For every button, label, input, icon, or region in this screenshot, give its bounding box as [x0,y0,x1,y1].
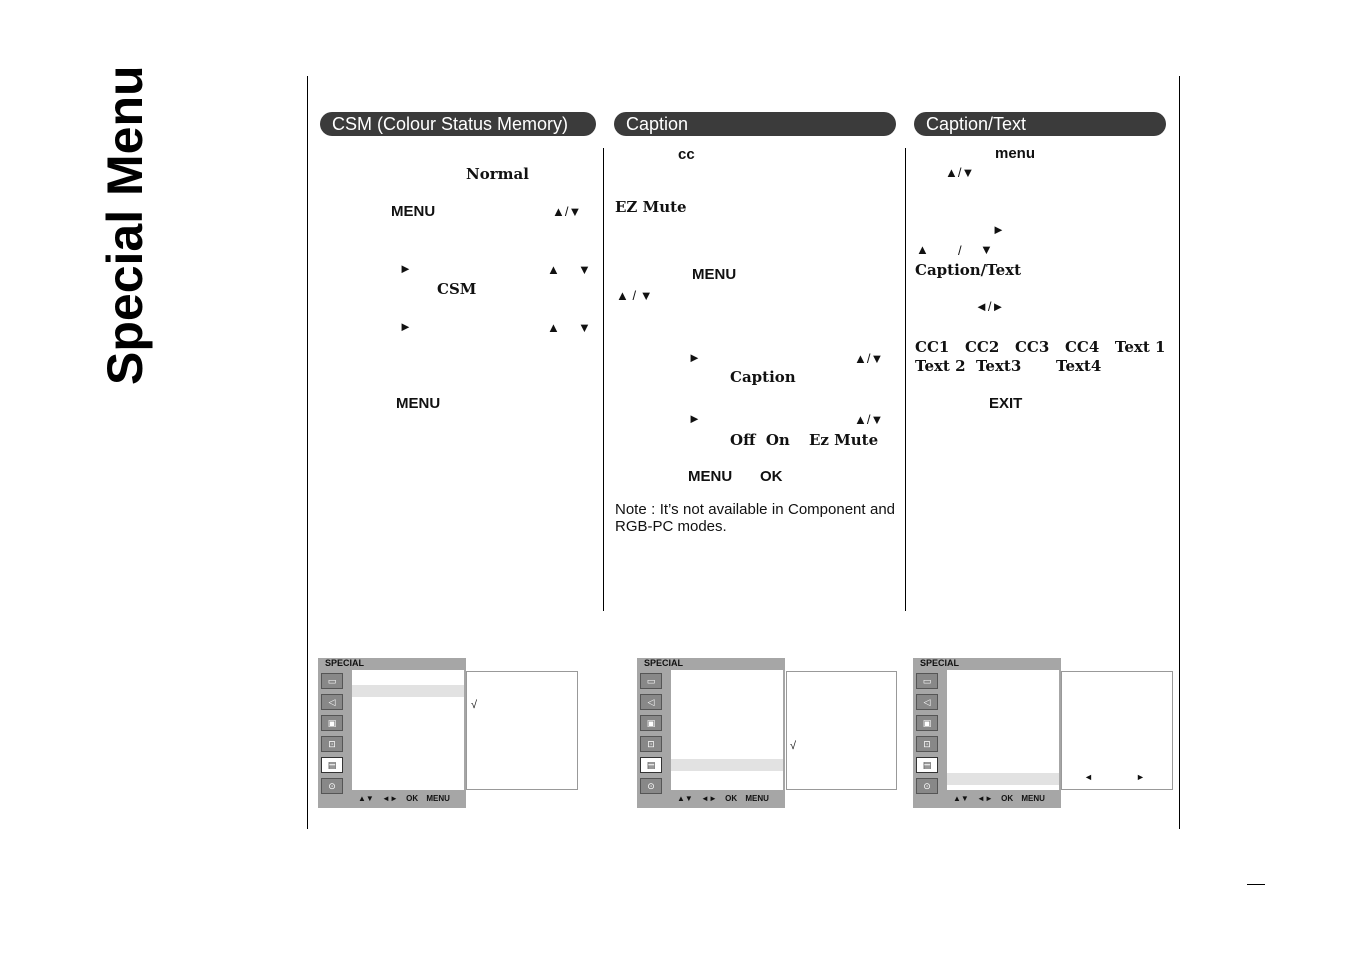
caption-note: Note : It’s not available in Component and RGB-PC modes. [615,501,895,535]
csm-csm: CSM [437,280,477,298]
picture-icon: ▭ [916,673,938,689]
osd-menu-caption [637,658,785,808]
page-number-rule [1247,884,1265,885]
caption-header: Caption [614,112,896,136]
ct-right-1: ► [992,222,1005,237]
csm-menu-2: MENU [396,395,441,412]
osd-submenu-caption [786,671,897,790]
ct-caption-text: Caption/Text [915,261,1022,279]
lock-icon: ⊙ [640,778,662,794]
osd-title: SPECIAL [325,658,365,668]
ct-exit: EXIT [989,395,1023,412]
caption-menu-2: MENU [688,468,733,485]
right-arrow-icon: ► [1136,772,1145,782]
ct-down-1: ▼ [980,242,993,257]
time-icon: ⊡ [916,736,938,752]
caption-right-2: ► [688,411,701,426]
special-icon: ▤ [321,757,343,773]
caption-ok: OK [760,468,783,485]
osd-menu-csm [318,658,466,808]
osd-footer: ▲▼ ◄► OK MENU [953,794,1045,803]
osd-highlight [947,773,1059,785]
caption-updown-2: ▲/▼ [854,351,884,366]
caption-menu-1: MENU [692,266,737,283]
sound-icon: ◁ [916,694,938,710]
osd-highlight [671,759,783,771]
csm-menu-1: MENU [391,203,436,220]
caption-ez-mute-1: EZ Mute [615,198,687,216]
osd-submenu-csm [466,671,578,790]
osd-list [947,670,1059,790]
caption-updown-1: ▲ / ▼ [616,288,653,303]
caption-right-1: ► [688,350,701,365]
caption-updown-3: ▲/▼ [854,412,884,427]
osd-list [671,670,783,790]
csm-right-1: ► [399,261,412,276]
osd-menu-caption-text [913,658,1061,808]
ct-updown-1: ▲/▼ [945,165,975,180]
csm-down-1: ▼ [578,262,591,277]
osd-list [352,670,464,790]
special-icon: ▤ [916,757,938,773]
caption-off-on: Off On [730,431,790,449]
csm-right-2: ► [399,319,412,334]
osd-footer: ▲▼ ◄► OK MENU [677,794,769,803]
osd-submenu-caption-text [1061,671,1173,790]
tv-icon: ▣ [640,715,662,731]
picture-icon: ▭ [321,673,343,689]
lock-icon: ⊙ [321,778,343,794]
caption-cc: cc [678,146,695,163]
osd-highlight [352,685,464,697]
osd-title: SPECIAL [644,658,684,668]
sound-icon: ◁ [321,694,343,710]
ct-modes-1: CC1 CC2 CC3 CC4 Text 1 [915,338,1166,356]
csm-normal: Normal [466,165,529,183]
osd-title: SPECIAL [920,658,960,668]
csm-up-1: ▲ [547,262,560,277]
osd-footer: ▲▼ ◄► OK MENU [358,794,450,803]
column-divider-2 [905,148,906,611]
right-border [1179,76,1180,829]
time-icon: ⊡ [640,736,662,752]
left-border [307,76,308,829]
time-icon: ⊡ [321,736,343,752]
tv-icon: ▣ [916,715,938,731]
ct-leftright: ◄/► [975,299,1005,314]
csm-header: CSM (Colour Status Memory) [320,112,596,136]
caption-ez-mute-2: Ez Mute [809,431,879,449]
tv-icon: ▣ [321,715,343,731]
check-mark: √ [471,699,478,711]
ct-slash-1: / [958,243,962,258]
ct-modes-3: Text4 [1056,357,1102,375]
lock-icon: ⊙ [916,778,938,794]
csm-updown-1: ▲/▼ [552,204,582,219]
special-icon: ▤ [640,757,662,773]
column-divider-1 [603,148,604,611]
caption-caption: Caption [730,368,796,386]
check-mark: √ [790,740,797,752]
ct-modes-2: Text 2 Text3 [915,357,1022,375]
csm-up-2: ▲ [547,320,560,335]
ct-up-1: ▲ [916,242,929,257]
page-side-title: Special Menu [97,65,153,385]
sound-icon: ◁ [640,694,662,710]
ct-menu: menu [995,145,1036,162]
left-arrow-icon: ◄ [1084,772,1093,782]
csm-down-2: ▼ [578,320,591,335]
caption-text-header: Caption/Text [914,112,1166,136]
picture-icon: ▭ [640,673,662,689]
